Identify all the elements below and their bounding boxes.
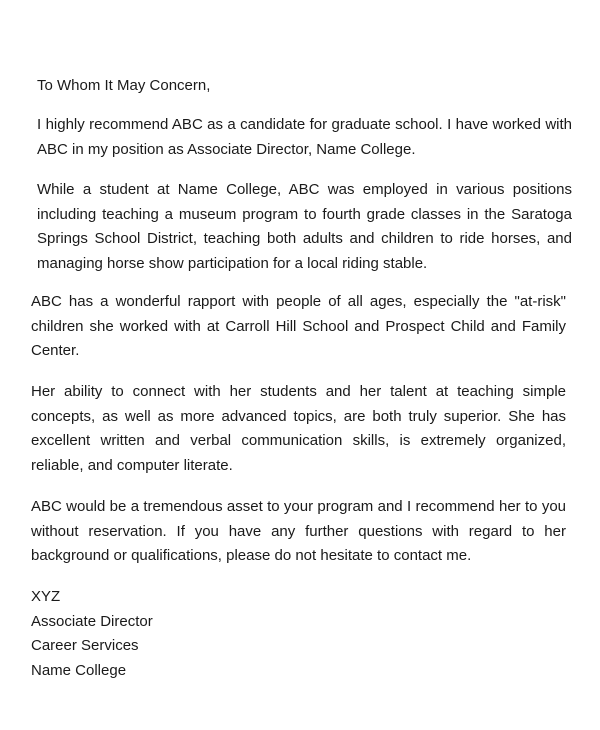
signature-organization: Name College bbox=[31, 661, 127, 679]
letter-salutation: To Whom It May Concern, bbox=[37, 77, 211, 94]
signature-title: Associate Director bbox=[31, 612, 153, 630]
letter-paragraph-intro: I highly recommend ABC as a candidate for graduate school. I have worked with ABC in my position as Associate Director, Name College. bbox=[37, 116, 572, 158]
signature-name: XYZ bbox=[31, 588, 61, 605]
letter-paragraph-abilities: Her ability to connect with her students and her talent at teaching simple concepts, as well as more advanced topics, are both truly superior. She has excellent written and verbal communication skills, is extremely organized, reliable, and computer literate. bbox=[31, 383, 566, 474]
signature-department: Career Services bbox=[31, 637, 139, 655]
signature-block bbox=[31, 585, 331, 683]
letter-paragraph-rapport: ABC has a wonderful rapport with people of all ages, especially the "at-risk" children she worked with at Carroll Hill School and Prospect Child and Family Center. bbox=[31, 293, 566, 360]
letter-paragraph-closing: ABC would be a tremendous asset to your program and I recommend her to you without reservation. If you have any further questions with regard to her background or qualifications, please do not hesitate to contact me. bbox=[31, 498, 566, 565]
letter-paragraph-employment: While a student at Name College, ABC was employed in various positions including teaching a museum program to fourth grade classes in the Saratoga Springs School District, teaching both adults and children to ride horses, and managing horse show participation for a local riding stable. bbox=[37, 181, 572, 272]
